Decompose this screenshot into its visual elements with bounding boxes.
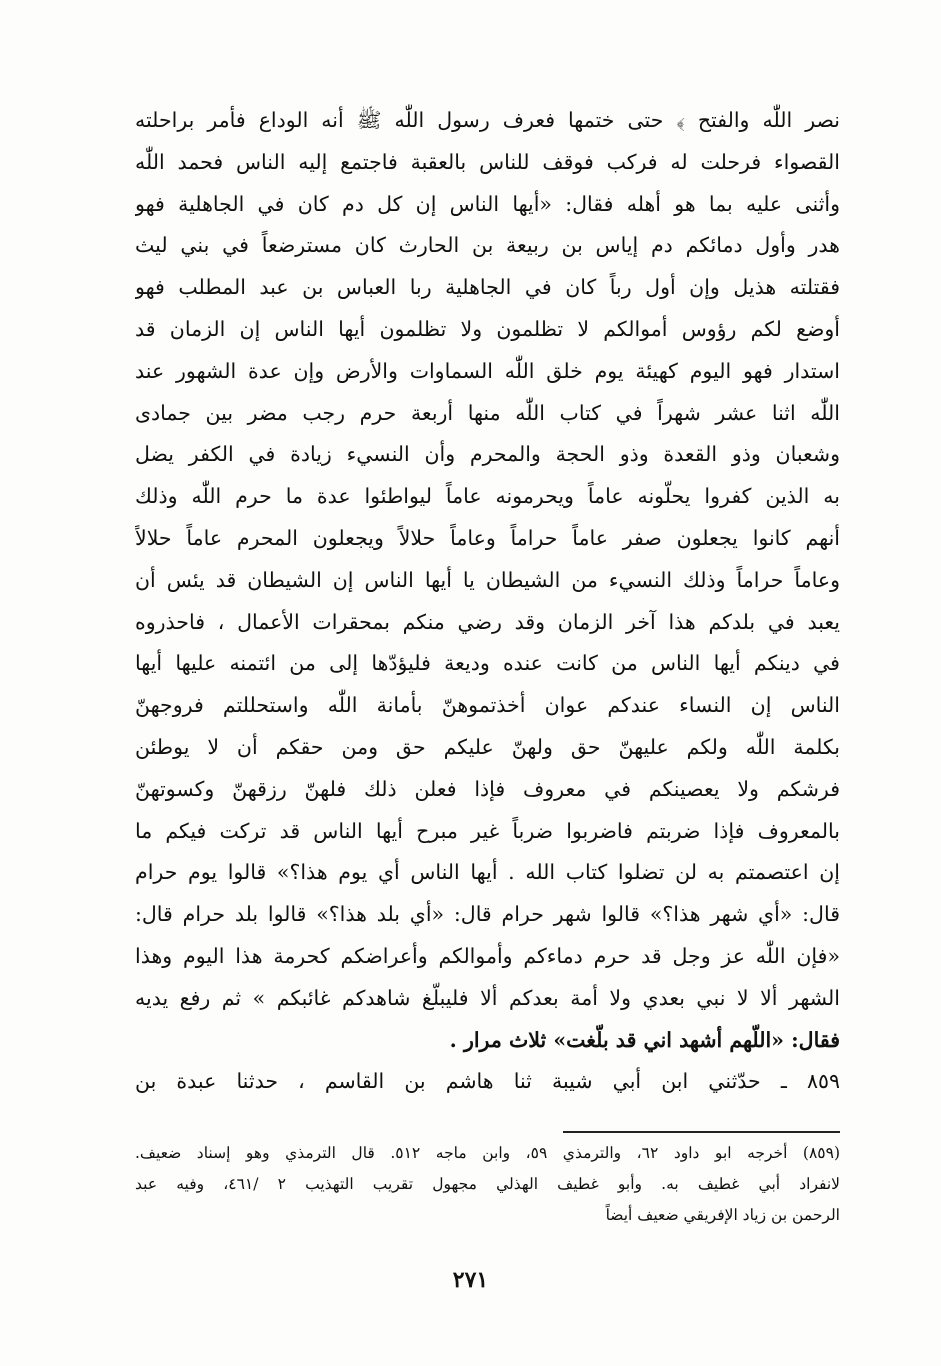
text-line: بالمعروف فإذا ضربتم فاضربوا ضرباً غير مبرح أيها الناس قد تركت فيكم ما — [135, 818, 840, 843]
text-line: وأثنى عليه بما هو أهله فقال: «أيها الناس إن كل دم كان في الجاهلية فهو — [135, 191, 840, 216]
text-line: وعاماً حراماً وذلك النسيء من الشيطان يا أيها الناس إن الشيطان قد يئس أن — [135, 567, 840, 592]
text-line: القصواء فرحلت له فركب فوقف للناس بالعقبة فاجتمع إليه الناس فحمد اللّٰه — [135, 149, 840, 174]
text-line: فرشكم ولا يعصينكم في معروف فإذا فعلن ذلك فلهنّ رزقهنّ وكسوتهنّ — [135, 776, 840, 801]
hadith-859-start: ٨٥٩ ـ حدّثني ابن أبي شيبة ثنا هاشم بن القاسم ، حدثنا عبدة بن — [135, 1069, 840, 1094]
page-number: ٢٧١ — [452, 1267, 489, 1293]
footnote-separator — [563, 1131, 840, 1133]
footnotes-block — [135, 1138, 840, 1231]
footnote-line: لانفراد أبي غطيف به. وأبو غطيف الهذلي مجهول تقريب التهذيب ٢ /٤٦١، وفيه عبد — [135, 1175, 840, 1193]
text-line: إن اعتصمتم به لن تضلوا كتاب الله . أيها الناس أي يوم هذا؟» قالوا يوم حرام — [135, 860, 840, 885]
text-line-closing: فقال: «اللّهم أشهد اني قد بلّغت» ثلاث مرار . — [449, 1027, 840, 1052]
text-line: اللّٰه اثنا عشر شهراً في كتاب اللّٰه منها أربعة حرم رجب مضر بين جمادى — [135, 400, 840, 425]
footnote-line: الرحمن بن زياد الإفريقي ضعيف أيضاً — [605, 1206, 840, 1224]
text-line: وشعبان وذو القعدة وذو الحجة والمحرم وأن النسيء زيادة في الكفر يضل — [135, 442, 840, 467]
text-line: أنهم كانوا يجعلون صفر عاماً حراماً وعاماً حلالاً ويجعلون المحرم عاماً حلالاً — [135, 525, 840, 550]
text-line: بكلمة اللّٰه ولكم عليهنّ حق ولهنّ عليكم حق ومن حقكم أن لا يوطئن — [135, 734, 840, 759]
text-line: استدار فهو اليوم كهيئة يوم خلق اللّٰه السماوات والأرض وإن عدة الشهور عند — [135, 358, 840, 383]
text-line: «فإن اللّٰه عز وجل قد حرم دماءكم وأموالكم وأعراضكم كحرمة هذا اليوم وهذا — [135, 943, 840, 968]
text-line: قال: «أي شهر هذا؟» قالوا شهر حرام قال: «أي بلد هذا؟» قالوا بلد حرام قال: — [135, 902, 840, 927]
footnote-line: (٨٥٩) أخرجه ابو داود ٦٢، والترمذي ٥٩، وابن ماجه ٥١٢. قال الترمذي وهو إسناد ضعيف. — [135, 1144, 840, 1162]
text-line: أوضع لكم رؤوس أموالكم لا تظلمون ولا تظلمون أيها الناس إن الزمان قد — [135, 316, 840, 341]
main-text-block — [135, 100, 840, 1103]
text-line: نصر اللّٰه والفتح ﴾ حتى ختمها فعرف رسول اللّٰه ﷺ أنه الوداع فأمر براحلته — [135, 108, 840, 132]
text-line: الناس إن النساء عندكم عوان أخذتموهنّ بأمانة اللّٰه واستحللتم فروجهنّ — [135, 693, 840, 718]
text-line: به الذين كفروا يحلّونه عاماً ويحرمونه عاماً ليواطئوا عدة ما حرم اللّٰه وذلك — [135, 484, 840, 509]
text-line: يعبد في بلدكم هذا آخر الزمان وقد رضي منكم بمحقرات الأعمال ، فاحذروه — [135, 609, 840, 634]
text-line: الشهر ألا لا نبي بعدي ولا أمة بعدكم ألا فليبلّغ شاهدكم غائبكم » ثم رفع يديه — [135, 985, 840, 1010]
text-line: فقتلته هذيل وإن أول رباً كان في الجاهلية ربا العباس بن عبد المطلب فهو — [135, 275, 840, 300]
text-line: هدر وأول دمائكم دم إياس بن ربيعة بن الحارث كان مسترضعاً في بني ليث — [135, 233, 840, 258]
text-line: في دينكم أيها الناس من كانت عنده وديعة فليؤدّها إلى من ائتمنه عليها أيها — [135, 651, 840, 676]
